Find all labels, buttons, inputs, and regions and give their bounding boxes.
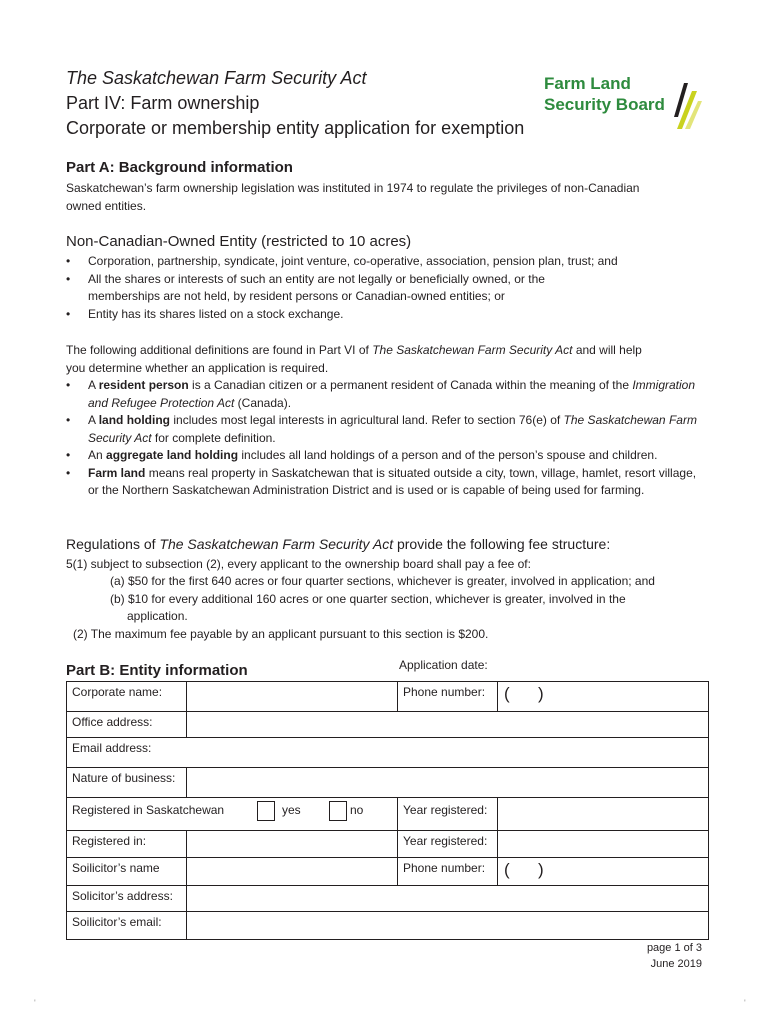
table-row: [67, 886, 708, 912]
table-row: [67, 682, 708, 712]
wheat-stripes-icon: [674, 81, 702, 131]
fee-heading: Regulations of The Saskatchewan Farm Security Act provide the following fee structure:: [66, 536, 611, 552]
nature-of-business-label: Nature of business:: [72, 771, 176, 785]
definition-land-holding: • A land holding includes most legal interests in agricultural land. Refer to section 76(e) of The Saskatchewan Farm Security Act for complete definition.: [66, 412, 706, 447]
part-a-heading: Part A: Background information: [66, 159, 293, 176]
fee-line-2: (2) The maximum fee payable by an applicant pursuant to this section is $200.: [73, 627, 489, 641]
year-registered-field-2[interactable]: [498, 831, 708, 857]
table-row: [67, 738, 708, 768]
table-row: [67, 858, 708, 886]
entity-info-table: [66, 681, 709, 940]
phone-number-label: Phone number:: [403, 685, 486, 699]
list-item: • Corporation, partnership, syndicate, joint venture, co-operative, association, pension plan, trust; and: [66, 253, 706, 271]
definitions-list: [66, 377, 706, 500]
fee-line-1: 5(1) subject to subsection (2), every applicant to the ownership board shall pay a fee of:: [66, 557, 531, 571]
registered-sask-label: Registered in Saskatchewan: [72, 803, 225, 817]
revision-date: June 2019: [650, 958, 702, 970]
solicitor-address-field[interactable]: [187, 886, 708, 911]
table-row: [67, 912, 708, 939]
list-item: • Entity has its shares listed on a stock exchange.: [66, 306, 706, 324]
solicitor-address-label: Solicitor’s address:: [72, 889, 173, 903]
solicitor-email-label: Soilicitor’s email:: [72, 915, 162, 929]
office-address-field[interactable]: [187, 712, 708, 737]
list-item: • All the shares or interests of such an entity are not legally or beneficially owned, or the memberships are not held, by resident persons or Canadian-owned entities; or: [66, 271, 586, 306]
definitions-intro: The following additional definitions are found in Part VI of The Saskatchewan Farm Security Act and will help you determine whether an application is required.: [66, 343, 642, 375]
solicitor-email-field[interactable]: [187, 912, 708, 939]
table-row: [67, 798, 708, 831]
corporate-name-field[interactable]: [187, 682, 397, 711]
part-b-heading: Part B: Entity information: [66, 662, 248, 679]
office-address-label: Office address:: [72, 715, 153, 729]
solicitor-name-field[interactable]: [187, 858, 397, 885]
margin-mark: ': [744, 998, 746, 1008]
nature-of-business-field[interactable]: [187, 768, 708, 797]
fee-line-b-cont: application.: [127, 609, 188, 623]
solicitor-name-label: Soilicitor’s name: [72, 861, 160, 875]
definition-farm-land: • Farm land means real property in Saskatchewan that is situated outside a city, town, village, hamlet, resort village, or the Northern Saskatchewan Administration District and is used or is capable of being used for farming.: [66, 465, 706, 500]
yes-checkbox[interactable]: [257, 801, 275, 821]
application-date-label: Application date:: [399, 658, 488, 672]
margin-mark: ': [34, 998, 36, 1008]
definition-resident-person: • A resident person is a Canadian citizen or a permanent resident of Canada within the meaning of the Immigration and Refugee Protection Act (Canada).: [66, 377, 706, 412]
email-address-field[interactable]: [187, 738, 708, 767]
year-registered-label-2: Year registered:: [403, 834, 488, 848]
registered-in-label: Registered in:: [72, 834, 147, 848]
table-row: [67, 831, 708, 858]
email-address-label: Email address:: [72, 741, 152, 755]
year-registered-field[interactable]: [498, 798, 708, 830]
act-title: The Saskatchewan Farm Security Act: [66, 68, 367, 88]
phone-number-field[interactable]: ( ): [504, 684, 544, 703]
non-canadian-list: [66, 253, 706, 323]
page-footer: [647, 940, 702, 972]
farm-land-security-board-logo: [544, 73, 704, 133]
logo-line-1: Farm Land: [544, 74, 631, 93]
table-row: [67, 712, 708, 738]
registered-in-field[interactable]: [187, 831, 397, 857]
solicitor-phone-field[interactable]: ( ): [504, 860, 544, 879]
form-title: Corporate or membership entity application for exemption: [66, 118, 525, 138]
corporate-name-label: Corporate name:: [72, 685, 163, 699]
fee-line-a: (a) $50 for the first 640 acres or four quarter sections, whichever is greater, involved in application; and: [110, 574, 655, 588]
non-canadian-heading: Non-Canadian-Owned Entity (restricted to 10 acres): [66, 233, 412, 250]
page-number: page 1 of 3: [646, 942, 702, 954]
part-title: Part IV: Farm ownership: [66, 93, 260, 113]
fee-line-b: (b) $10 for every additional 160 acres or one quarter section, whichever is greater, involved in the: [110, 592, 626, 606]
solicitor-phone-label: Phone number:: [403, 861, 486, 875]
yes-label: yes: [282, 803, 301, 817]
part-a-intro: Saskatchewan’s farm ownership legislation was instituted in 1974 to regulate the privileges of non-Canadian owned entities.: [66, 181, 640, 213]
no-label: no: [350, 803, 364, 817]
definition-aggregate-land-holding: • An aggregate land holding includes all land holdings of a person and of the person’s spouse and children.: [66, 447, 706, 465]
table-row: [67, 768, 708, 798]
logo-line-2: Security Board: [544, 95, 665, 114]
year-registered-label: Year registered:: [403, 803, 488, 817]
